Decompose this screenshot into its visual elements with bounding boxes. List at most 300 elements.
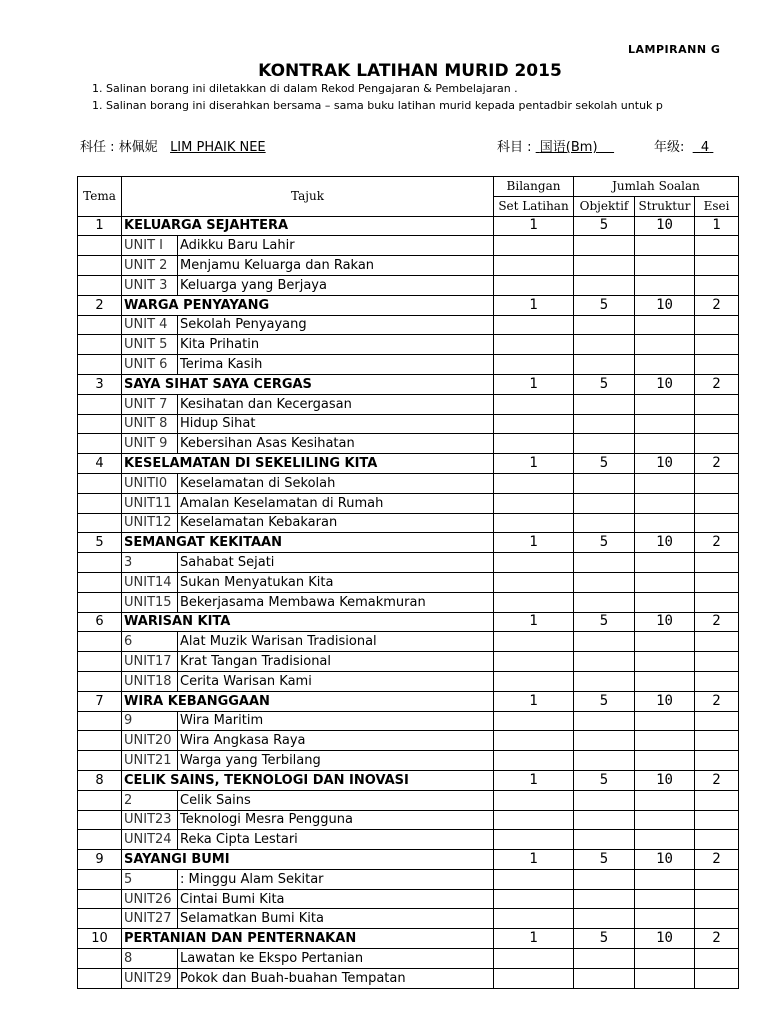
table-header	[78, 177, 739, 217]
unit-code: UNIT14	[122, 572, 178, 592]
empty-cell	[574, 909, 635, 929]
unit-row	[78, 513, 739, 533]
unit-row	[78, 572, 739, 592]
theme-number: 6	[78, 612, 122, 632]
objektif-value: 5	[574, 533, 635, 553]
empty-cell	[78, 315, 122, 335]
empty-cell	[635, 830, 695, 850]
teacher-label: 科任 : 林佩妮	[80, 140, 158, 155]
struktur-value: 10	[635, 374, 695, 394]
empty-cell	[635, 394, 695, 414]
objektif-value: 5	[574, 691, 635, 711]
esei-value: 2	[695, 374, 739, 394]
empty-cell	[78, 968, 122, 988]
unit-title: Wira Maritim	[178, 711, 494, 731]
unit-code: UNIT 2	[122, 256, 178, 276]
objektif-value: 5	[574, 929, 635, 949]
empty-cell	[494, 869, 574, 889]
empty-cell	[695, 493, 739, 513]
empty-cell	[494, 592, 574, 612]
unit-row	[78, 473, 739, 493]
unit-title: Amalan Keselamatan di Rumah	[178, 493, 494, 513]
empty-cell	[695, 909, 739, 929]
empty-cell	[494, 889, 574, 909]
empty-cell	[635, 414, 695, 434]
header-objektif: Objektif	[574, 196, 635, 216]
empty-cell	[494, 731, 574, 751]
header-esei: Esei	[695, 196, 739, 216]
unit-title: Alat Muzik Warisan Tradisional	[178, 632, 494, 652]
empty-cell	[494, 572, 574, 592]
empty-cell	[494, 909, 574, 929]
grade-value: 4	[700, 140, 710, 155]
unit-row	[78, 731, 739, 751]
empty-cell	[635, 355, 695, 375]
empty-cell	[78, 949, 122, 969]
theme-number: 2	[78, 295, 122, 315]
empty-cell	[635, 513, 695, 533]
unit-code: UNIT23	[122, 810, 178, 830]
empty-cell	[78, 790, 122, 810]
empty-cell	[695, 553, 739, 573]
unit-row	[78, 335, 739, 355]
empty-cell	[494, 355, 574, 375]
theme-number: 8	[78, 770, 122, 790]
empty-cell	[695, 414, 739, 434]
empty-cell	[78, 572, 122, 592]
unit-code: UNIT21	[122, 751, 178, 771]
subject-field	[497, 136, 614, 155]
unit-row	[78, 671, 739, 691]
empty-cell	[494, 315, 574, 335]
empty-cell	[635, 434, 695, 454]
empty-cell	[494, 830, 574, 850]
unit-title: Kita Prihatin	[178, 335, 494, 355]
empty-cell	[494, 652, 574, 672]
unit-row	[78, 711, 739, 731]
esei-value: 1	[695, 216, 739, 236]
unit-row	[78, 889, 739, 909]
objektif-value: 5	[574, 454, 635, 474]
empty-cell	[78, 275, 122, 295]
empty-cell	[494, 553, 574, 573]
empty-cell	[494, 790, 574, 810]
empty-cell	[78, 434, 122, 454]
empty-cell	[695, 869, 739, 889]
unit-title: Keluarga yang Berjaya	[178, 275, 494, 295]
unit-title: Selamatkan Bumi Kita	[178, 909, 494, 929]
unit-code: 8	[122, 949, 178, 969]
empty-cell	[574, 275, 635, 295]
empty-cell	[695, 315, 739, 335]
esei-value: 2	[695, 850, 739, 870]
theme-title: PERTANIAN DAN PENTERNAKAN	[122, 929, 494, 949]
unit-title: Teknologi Mesra Pengguna	[178, 810, 494, 830]
unit-row	[78, 592, 739, 612]
empty-cell	[494, 236, 574, 256]
theme-row	[78, 929, 739, 949]
struktur-value: 10	[635, 533, 695, 553]
unit-row	[78, 355, 739, 375]
esei-value: 2	[695, 929, 739, 949]
theme-row	[78, 691, 739, 711]
unit-code: UNIT 5	[122, 335, 178, 355]
empty-cell	[574, 810, 635, 830]
objektif-value: 5	[574, 295, 635, 315]
empty-cell	[695, 394, 739, 414]
unit-code: UNIT I	[122, 236, 178, 256]
set-latihan-value: 1	[494, 850, 574, 870]
empty-cell	[695, 790, 739, 810]
theme-title: WIRA KEBANGGAAN	[122, 691, 494, 711]
theme-title: SEMANGAT KEKITAAN	[122, 533, 494, 553]
set-latihan-value: 1	[494, 533, 574, 553]
unit-row	[78, 968, 739, 988]
header-tema: Tema	[78, 177, 122, 217]
unit-code: UNIT17	[122, 652, 178, 672]
set-latihan-value: 1	[494, 929, 574, 949]
empty-cell	[635, 632, 695, 652]
empty-cell	[695, 592, 739, 612]
empty-cell	[494, 968, 574, 988]
empty-cell	[494, 275, 574, 295]
empty-cell	[494, 473, 574, 493]
empty-cell	[574, 236, 635, 256]
empty-cell	[695, 256, 739, 276]
empty-cell	[574, 335, 635, 355]
unit-title: Cintai Bumi Kita	[178, 889, 494, 909]
struktur-value: 10	[635, 454, 695, 474]
header-bilangan: Bilangan	[494, 177, 574, 197]
empty-cell	[574, 652, 635, 672]
unit-row	[78, 830, 739, 850]
unit-row	[78, 810, 739, 830]
struktur-value: 10	[635, 295, 695, 315]
unit-code: UNIT 3	[122, 275, 178, 295]
empty-cell	[78, 632, 122, 652]
empty-cell	[695, 731, 739, 751]
empty-cell	[494, 949, 574, 969]
empty-cell	[574, 671, 635, 691]
theme-number: 3	[78, 374, 122, 394]
empty-cell	[78, 810, 122, 830]
unit-row	[78, 275, 739, 295]
empty-cell	[695, 434, 739, 454]
note-2: 1. Salinan borang ini diserahkan bersama – sama buku latihan murid kepada pentadbir sekolah untuk p	[92, 99, 663, 112]
unit-title: Cerita Warisan Kami	[178, 671, 494, 691]
objektif-value: 5	[574, 850, 635, 870]
unit-row	[78, 256, 739, 276]
table-body	[78, 216, 739, 988]
empty-cell	[574, 553, 635, 573]
empty-cell	[78, 751, 122, 771]
empty-cell	[494, 751, 574, 771]
lampiran-label: LAMPIRANN G	[628, 43, 721, 56]
empty-cell	[635, 493, 695, 513]
empty-cell	[574, 355, 635, 375]
empty-cell	[695, 751, 739, 771]
empty-cell	[574, 315, 635, 335]
struktur-value: 10	[635, 929, 695, 949]
empty-cell	[635, 315, 695, 335]
empty-cell	[635, 335, 695, 355]
empty-cell	[574, 751, 635, 771]
unit-title: Sukan Menyatukan Kita	[178, 572, 494, 592]
empty-cell	[78, 889, 122, 909]
struktur-value: 10	[635, 216, 695, 236]
empty-cell	[695, 335, 739, 355]
unit-code: UNIT 4	[122, 315, 178, 335]
esei-value: 2	[695, 770, 739, 790]
theme-row	[78, 295, 739, 315]
empty-cell	[78, 909, 122, 929]
empty-cell	[635, 869, 695, 889]
unit-code: 9	[122, 711, 178, 731]
unit-title: Kesihatan dan Kecergasan	[178, 394, 494, 414]
unit-row	[78, 434, 739, 454]
set-latihan-value: 1	[494, 612, 574, 632]
unit-row	[78, 553, 739, 573]
unit-title: Adikku Baru Lahir	[178, 236, 494, 256]
empty-cell	[574, 414, 635, 434]
unit-title: Krat Tangan Tradisional	[178, 652, 494, 672]
theme-row	[78, 216, 739, 236]
theme-number: 5	[78, 533, 122, 553]
theme-number: 9	[78, 850, 122, 870]
esei-value: 2	[695, 295, 739, 315]
empty-cell	[494, 256, 574, 276]
empty-cell	[78, 355, 122, 375]
unit-title: Terima Kasih	[178, 355, 494, 375]
teacher-field	[80, 136, 266, 155]
empty-cell	[78, 830, 122, 850]
empty-cell	[635, 790, 695, 810]
set-latihan-value: 1	[494, 691, 574, 711]
unit-row	[78, 493, 739, 513]
objektif-value: 5	[574, 770, 635, 790]
unit-title: Kebersihan Asas Kesihatan	[178, 434, 494, 454]
empty-cell	[574, 493, 635, 513]
empty-cell	[494, 335, 574, 355]
empty-cell	[695, 889, 739, 909]
grade-field	[654, 136, 713, 155]
unit-title: Keselamatan di Sekolah	[178, 473, 494, 493]
empty-cell	[574, 790, 635, 810]
unit-row	[78, 315, 739, 335]
empty-cell	[635, 553, 695, 573]
empty-cell	[635, 652, 695, 672]
objektif-value: 5	[574, 612, 635, 632]
unit-title: Celik Sains	[178, 790, 494, 810]
empty-cell	[635, 711, 695, 731]
unit-row	[78, 632, 739, 652]
empty-cell	[574, 889, 635, 909]
empty-cell	[635, 671, 695, 691]
empty-cell	[574, 572, 635, 592]
empty-cell	[78, 513, 122, 533]
struktur-value: 10	[635, 691, 695, 711]
empty-cell	[494, 632, 574, 652]
objektif-value: 5	[574, 216, 635, 236]
theme-title: WARISAN KITA	[122, 612, 494, 632]
set-latihan-value: 1	[494, 295, 574, 315]
theme-row	[78, 612, 739, 632]
empty-cell	[574, 869, 635, 889]
unit-code: UNIT 9	[122, 434, 178, 454]
empty-cell	[78, 731, 122, 751]
unit-title: Warga yang Terbilang	[178, 751, 494, 771]
empty-cell	[574, 256, 635, 276]
unit-code: UNIT29	[122, 968, 178, 988]
empty-cell	[635, 473, 695, 493]
theme-title: KELUARGA SEJAHTERA	[122, 216, 494, 236]
unit-row	[78, 652, 739, 672]
esei-value: 2	[695, 533, 739, 553]
struktur-value: 10	[635, 770, 695, 790]
empty-cell	[635, 909, 695, 929]
unit-title: Sahabat Sejati	[178, 553, 494, 573]
empty-cell	[78, 394, 122, 414]
page-title: KONTRAK LATIHAN MURID 2015	[258, 61, 562, 81]
unit-title: Bekerjasama Membawa Kemakmuran	[178, 592, 494, 612]
empty-cell	[574, 949, 635, 969]
empty-cell	[78, 671, 122, 691]
subject-label: 科目 :	[497, 140, 532, 155]
unit-title: Reka Cipta Lestari	[178, 830, 494, 850]
unit-code: UNIT24	[122, 830, 178, 850]
empty-cell	[78, 335, 122, 355]
empty-cell	[574, 513, 635, 533]
empty-cell	[78, 553, 122, 573]
empty-cell	[635, 592, 695, 612]
empty-cell	[695, 632, 739, 652]
empty-cell	[574, 968, 635, 988]
grade-label: 年级:	[654, 140, 685, 155]
empty-cell	[574, 394, 635, 414]
theme-row	[78, 533, 739, 553]
empty-cell	[695, 513, 739, 533]
empty-cell	[635, 889, 695, 909]
empty-cell	[78, 592, 122, 612]
empty-cell	[574, 731, 635, 751]
theme-number: 1	[78, 216, 122, 236]
unit-code: UNIT15	[122, 592, 178, 612]
empty-cell	[635, 751, 695, 771]
empty-cell	[635, 236, 695, 256]
empty-cell	[78, 473, 122, 493]
unit-code: 3	[122, 553, 178, 573]
empty-cell	[635, 256, 695, 276]
set-latihan-value: 1	[494, 454, 574, 474]
empty-cell	[78, 711, 122, 731]
empty-cell	[78, 493, 122, 513]
unit-title: : Minggu Alam Sekitar	[178, 869, 494, 889]
empty-cell	[695, 572, 739, 592]
theme-row	[78, 850, 739, 870]
unit-title: Menjamu Keluarga dan Rakan	[178, 256, 494, 276]
unit-code: 6	[122, 632, 178, 652]
unit-code: 5	[122, 869, 178, 889]
theme-number: 4	[78, 454, 122, 474]
empty-cell	[695, 652, 739, 672]
subject-value: 国语(Bm)	[539, 140, 598, 155]
empty-cell	[494, 493, 574, 513]
header-tajuk: Tajuk	[122, 177, 494, 217]
empty-cell	[78, 414, 122, 434]
unit-code: UNITI0	[122, 473, 178, 493]
empty-cell	[695, 810, 739, 830]
unit-title: Wira Angkasa Raya	[178, 731, 494, 751]
empty-cell	[635, 275, 695, 295]
empty-cell	[574, 434, 635, 454]
set-latihan-value: 1	[494, 216, 574, 236]
unit-code: UNIT12	[122, 513, 178, 533]
theme-row	[78, 454, 739, 474]
note-1: 1. Salinan borang ini diletakkan di dalam Rekod Pengajaran & Pembelajaran .	[92, 82, 518, 95]
empty-cell	[695, 236, 739, 256]
set-latihan-value: 1	[494, 770, 574, 790]
empty-cell	[695, 830, 739, 850]
empty-cell	[494, 513, 574, 533]
header-set-latihan: Set Latihan	[494, 196, 574, 216]
empty-cell	[494, 810, 574, 830]
contract-table	[77, 176, 739, 989]
empty-cell	[695, 275, 739, 295]
objektif-value: 5	[574, 374, 635, 394]
empty-cell	[695, 473, 739, 493]
empty-cell	[635, 572, 695, 592]
empty-cell	[494, 671, 574, 691]
theme-row	[78, 374, 739, 394]
empty-cell	[574, 473, 635, 493]
unit-row	[78, 751, 739, 771]
empty-cell	[78, 652, 122, 672]
empty-cell	[78, 256, 122, 276]
unit-row	[78, 414, 739, 434]
theme-number: 7	[78, 691, 122, 711]
unit-code: UNIT11	[122, 493, 178, 513]
theme-title: CELIK SAINS, TEKNOLOGI DAN INOVASI	[122, 770, 494, 790]
empty-cell	[695, 968, 739, 988]
header-struktur: Struktur	[635, 196, 695, 216]
unit-code: UNIT26	[122, 889, 178, 909]
empty-cell	[574, 632, 635, 652]
empty-cell	[695, 671, 739, 691]
theme-number: 10	[78, 929, 122, 949]
unit-row	[78, 394, 739, 414]
empty-cell	[635, 731, 695, 751]
unit-code: 2	[122, 790, 178, 810]
unit-code: UNIT27	[122, 909, 178, 929]
theme-row	[78, 770, 739, 790]
esei-value: 2	[695, 454, 739, 474]
header-jumlah-soalan: Jumlah Soalan	[574, 177, 739, 197]
unit-title: Sekolah Penyayang	[178, 315, 494, 335]
empty-cell	[574, 711, 635, 731]
empty-cell	[695, 355, 739, 375]
unit-row	[78, 949, 739, 969]
empty-cell	[574, 830, 635, 850]
empty-cell	[635, 949, 695, 969]
empty-cell	[78, 236, 122, 256]
esei-value: 2	[695, 691, 739, 711]
unit-code: UNIT 6	[122, 355, 178, 375]
unit-row	[78, 236, 739, 256]
struktur-value: 10	[635, 612, 695, 632]
struktur-value: 10	[635, 850, 695, 870]
empty-cell	[695, 949, 739, 969]
theme-title: SAYA SIHAT SAYA CERGAS	[122, 374, 494, 394]
